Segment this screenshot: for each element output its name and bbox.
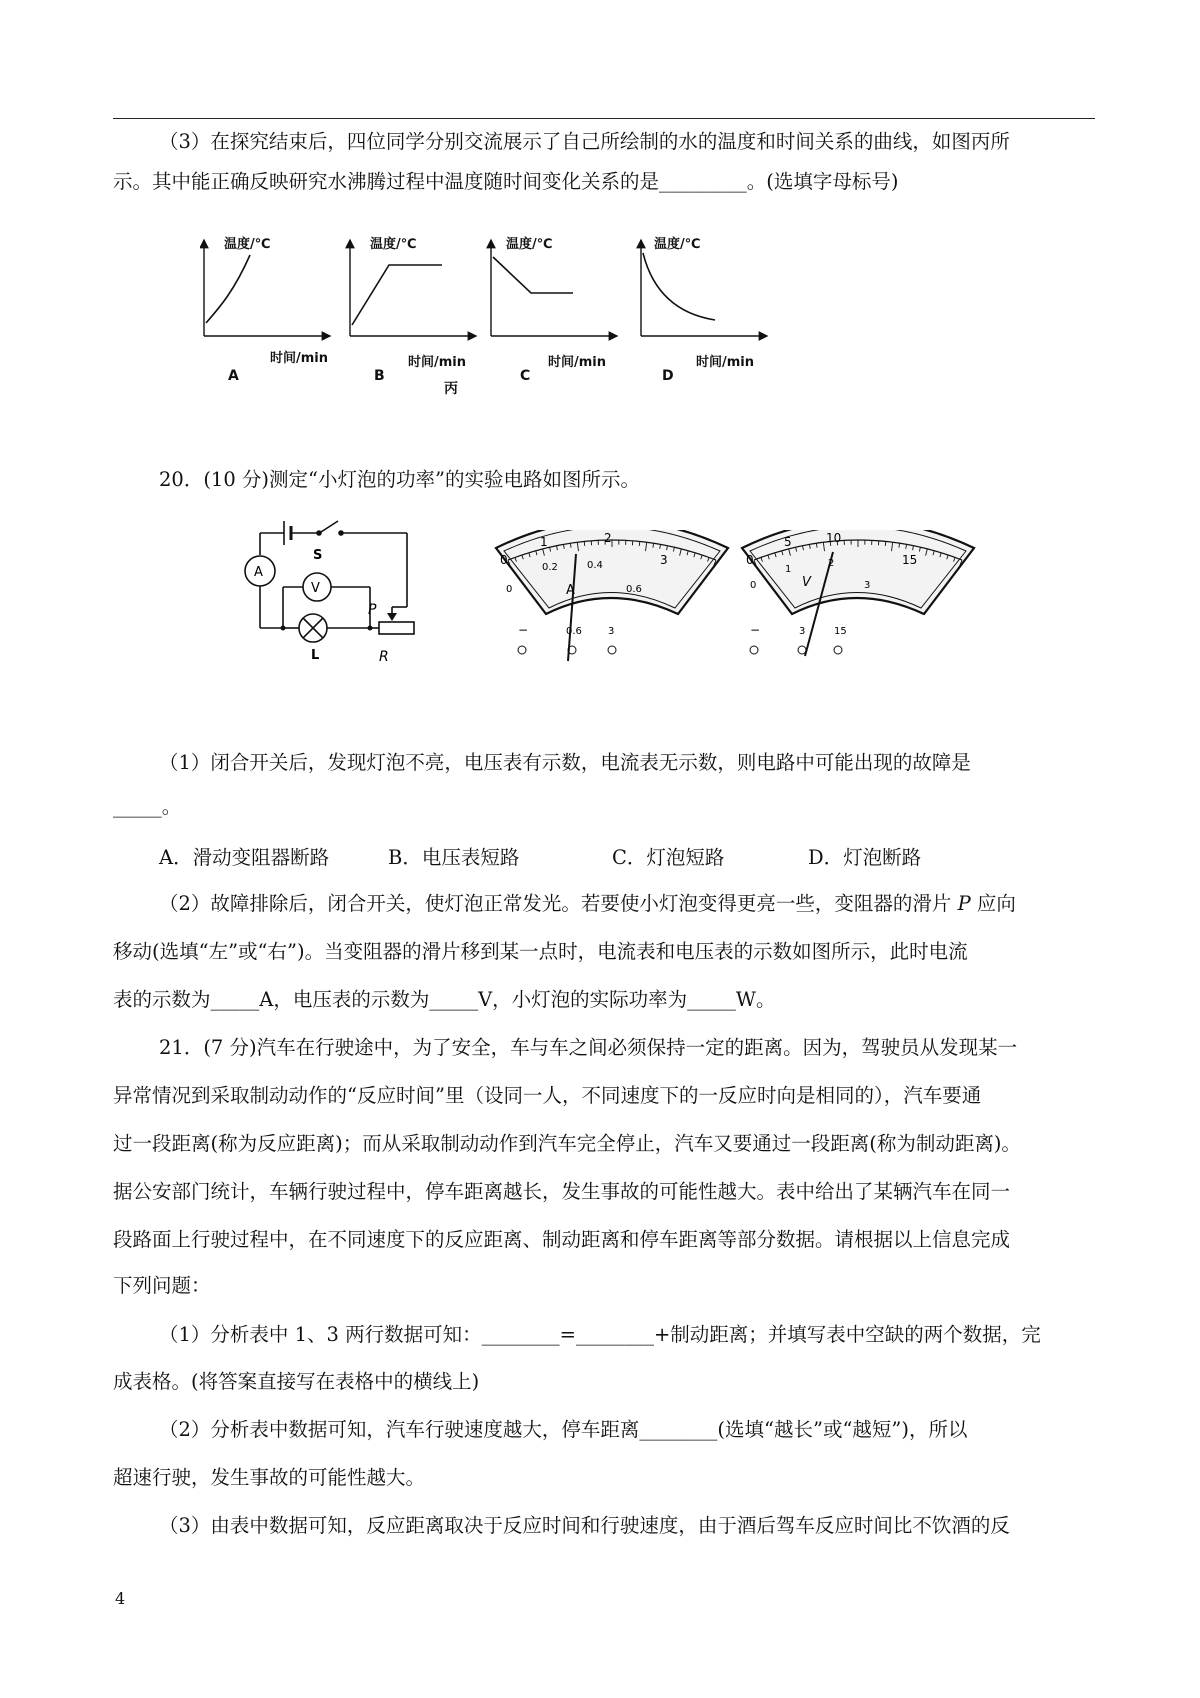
q21-line2: 异常情况到采取制动动作的“反应时间”里（设同一人，不同速度下的一反应时向是相同的），汽车要通 <box>113 1084 982 1107</box>
ammeter-upper-1: 1 <box>540 535 548 549</box>
q21-part2-line2: 超速行驶，发生事故的可能性越大。 <box>113 1466 426 1489</box>
q21-part1-line2: 成表格。(将答案直接写在表格中的横线上) <box>113 1370 480 1393</box>
q21-part2-line1: （2）分析表中数据可知，汽车行驶速度越大，停车距离________(选填“越长”或“越短”)，所以 <box>159 1418 968 1441</box>
graph-b-y-label: 温度/℃ <box>370 237 417 252</box>
voltmeter-lower-2: 2 <box>828 558 835 569</box>
voltmeter-letter: V <box>311 581 320 596</box>
graph-a-curve <box>206 255 250 323</box>
voltmeter-terminal-3: 3 <box>799 626 806 637</box>
ammeter-terminal-3: 3 <box>608 626 615 637</box>
q20-options <box>159 838 921 878</box>
option-c: C．灯泡短路 <box>612 846 725 869</box>
slider-variable: P <box>957 892 971 915</box>
slider-letter: P <box>368 602 377 618</box>
circuit-diagram <box>235 515 450 690</box>
graph-a-y-label: 温度/℃ <box>224 237 271 252</box>
q20-part1-line2: _____。 <box>113 795 182 818</box>
option-d: D．灯泡断路 <box>808 846 922 869</box>
q21-part3-line1: （3）由表中数据可知，反应距离取决于反应时间和行驶速度，由于酒后驾车反应时间比不饮酒的反 <box>159 1514 1010 1537</box>
graph-d-x-label: 时间/min <box>696 355 755 370</box>
voltmeter-lower-0: 0 <box>750 580 757 591</box>
ammeter-lower-3: 0.6 <box>626 584 642 595</box>
lamp-letter: L <box>311 648 320 663</box>
graph-d-y-label: 温度/℃ <box>654 237 701 252</box>
ammeter-terminal-neg: − <box>518 623 529 637</box>
graph-a <box>204 240 330 336</box>
ammeter-unit: A <box>566 583 575 598</box>
ammeter-upper-2: 2 <box>604 531 612 545</box>
voltmeter-upper-5: 5 <box>784 535 792 549</box>
ammeter-dial-svg <box>492 530 732 690</box>
ammeter-terminal-06: 0.6 <box>566 626 582 637</box>
temperature-graphs-svg <box>200 235 820 395</box>
q21-line1: 21．(7 分)汽车在行驶途中，为了安全，车与车之间必须保持一定的距离。因为，驾驶员从发现某一 <box>159 1036 1018 1059</box>
graph-c <box>491 240 617 336</box>
ammeter-lower-0: 0 <box>506 584 513 595</box>
graph-a-letter: A <box>228 368 239 384</box>
graph-c-y-label: 温度/℃ <box>506 237 553 252</box>
option-b: B．电压表短路 <box>388 846 520 869</box>
ammeter-lower-1: 0.2 <box>542 562 558 573</box>
graph-c-curve <box>493 257 573 293</box>
q20-part2-line2: 移动(选填“左”或“右”)。当变阻器的滑片移到某一点时，电流表和电压表的示数如图所示，此时电流 <box>113 940 968 963</box>
option-a: A．滑动变阻器断路 <box>159 846 330 869</box>
ammeter-letter: A <box>254 565 263 580</box>
q21-line3: 过一段距离(称为反应距离)；而从采取制动动作到汽车完全停止，汽车又要通过一段距离(称为制动距离)。 <box>113 1132 1021 1155</box>
graph-d-letter: D <box>662 368 674 384</box>
q20-part2-line1-text: （2）故障排除后，闭合开关，使灯泡正常发光。若要使小灯泡变得更亮一些，变阻器的滑片 <box>159 892 958 915</box>
page-number: 4 <box>115 1589 126 1608</box>
voltmeter-dial-svg <box>738 530 978 690</box>
graph-b-curve <box>352 265 442 325</box>
q20-part2-line1-tail: 应向 <box>970 892 1016 915</box>
ammeter-upper-3: 3 <box>660 553 668 567</box>
q21-line6: 下列问题： <box>113 1274 211 1297</box>
graph-d <box>641 240 767 336</box>
rheostat-symbol <box>379 622 414 634</box>
ammeter-lower-2: 0.4 <box>587 560 603 571</box>
q21-part1-line1: （1）分析表中 1、3 两行数据可知：________=________+制动距离；并填写表中空缺的两个数据，完 <box>159 1323 1041 1346</box>
q19-part3-line1: （3）在探究结束后，四位同学分别交流展示了自己所绘制的水的温度和时间关系的曲线，如图丙所 <box>159 130 1010 153</box>
voltmeter-upper-0: 0 <box>746 553 754 567</box>
circuit-diagram-svg <box>235 515 450 690</box>
graph-c-letter: C <box>520 368 531 384</box>
header-rule <box>113 118 1095 119</box>
graph-b-letter: B <box>374 368 385 384</box>
graph-a-x-label: 时间/min <box>270 351 329 366</box>
graph-b-x-label: 时间/min <box>408 355 467 370</box>
voltmeter-upper-15: 15 <box>902 553 918 567</box>
voltmeter-terminal-neg: − <box>750 623 761 637</box>
figure-caption: 丙 <box>444 381 458 397</box>
rheostat-letter: R <box>379 649 389 665</box>
graph-c-x-label: 时间/min <box>548 355 607 370</box>
voltmeter-terminal-15: 15 <box>834 626 847 637</box>
voltmeter-lower-1: 1 <box>785 564 792 575</box>
voltmeter-lower-3: 3 <box>864 580 871 591</box>
graph-d-curve <box>643 253 715 320</box>
graph-b <box>350 240 476 336</box>
ammeter-dial <box>492 530 732 690</box>
q19-part3-line2: 示。其中能正确反映研究水沸腾过程中温度随时间变化关系的是_________。(选填字母标号) <box>113 170 899 193</box>
q20-part2-line3: 表的示数为_____A，电压表的示数为_____V，小灯泡的实际功率为_____W。 <box>113 988 776 1011</box>
voltmeter-upper-10: 10 <box>826 531 842 545</box>
q20-part1-line1: （1）闭合开关后，发现灯泡不亮，电压表有示数，电流表无示数，则电路中可能出现的故障是 <box>159 751 971 774</box>
ammeter-upper-0: 0 <box>500 553 508 567</box>
q20-part2-line1 <box>159 884 1141 924</box>
voltmeter-dial <box>738 530 978 690</box>
q21-line5: 段路面上行驶过程中，在不同速度下的反应距离、制动距离和停车距离等部分数据。请根据以上信息完成 <box>113 1228 1011 1251</box>
switch-letter: S <box>313 548 323 563</box>
q20-stem: 20．(10 分)测定“小灯泡的功率”的实验电路如图所示。 <box>159 468 640 491</box>
q21-line4: 据公安部门统计，车辆行驶过程中，停车距离越长，发生事故的可能性越大。表中给出了某辆汽车在同一 <box>113 1180 1011 1203</box>
voltmeter-unit: V <box>802 575 811 590</box>
temperature-graphs <box>200 235 820 395</box>
